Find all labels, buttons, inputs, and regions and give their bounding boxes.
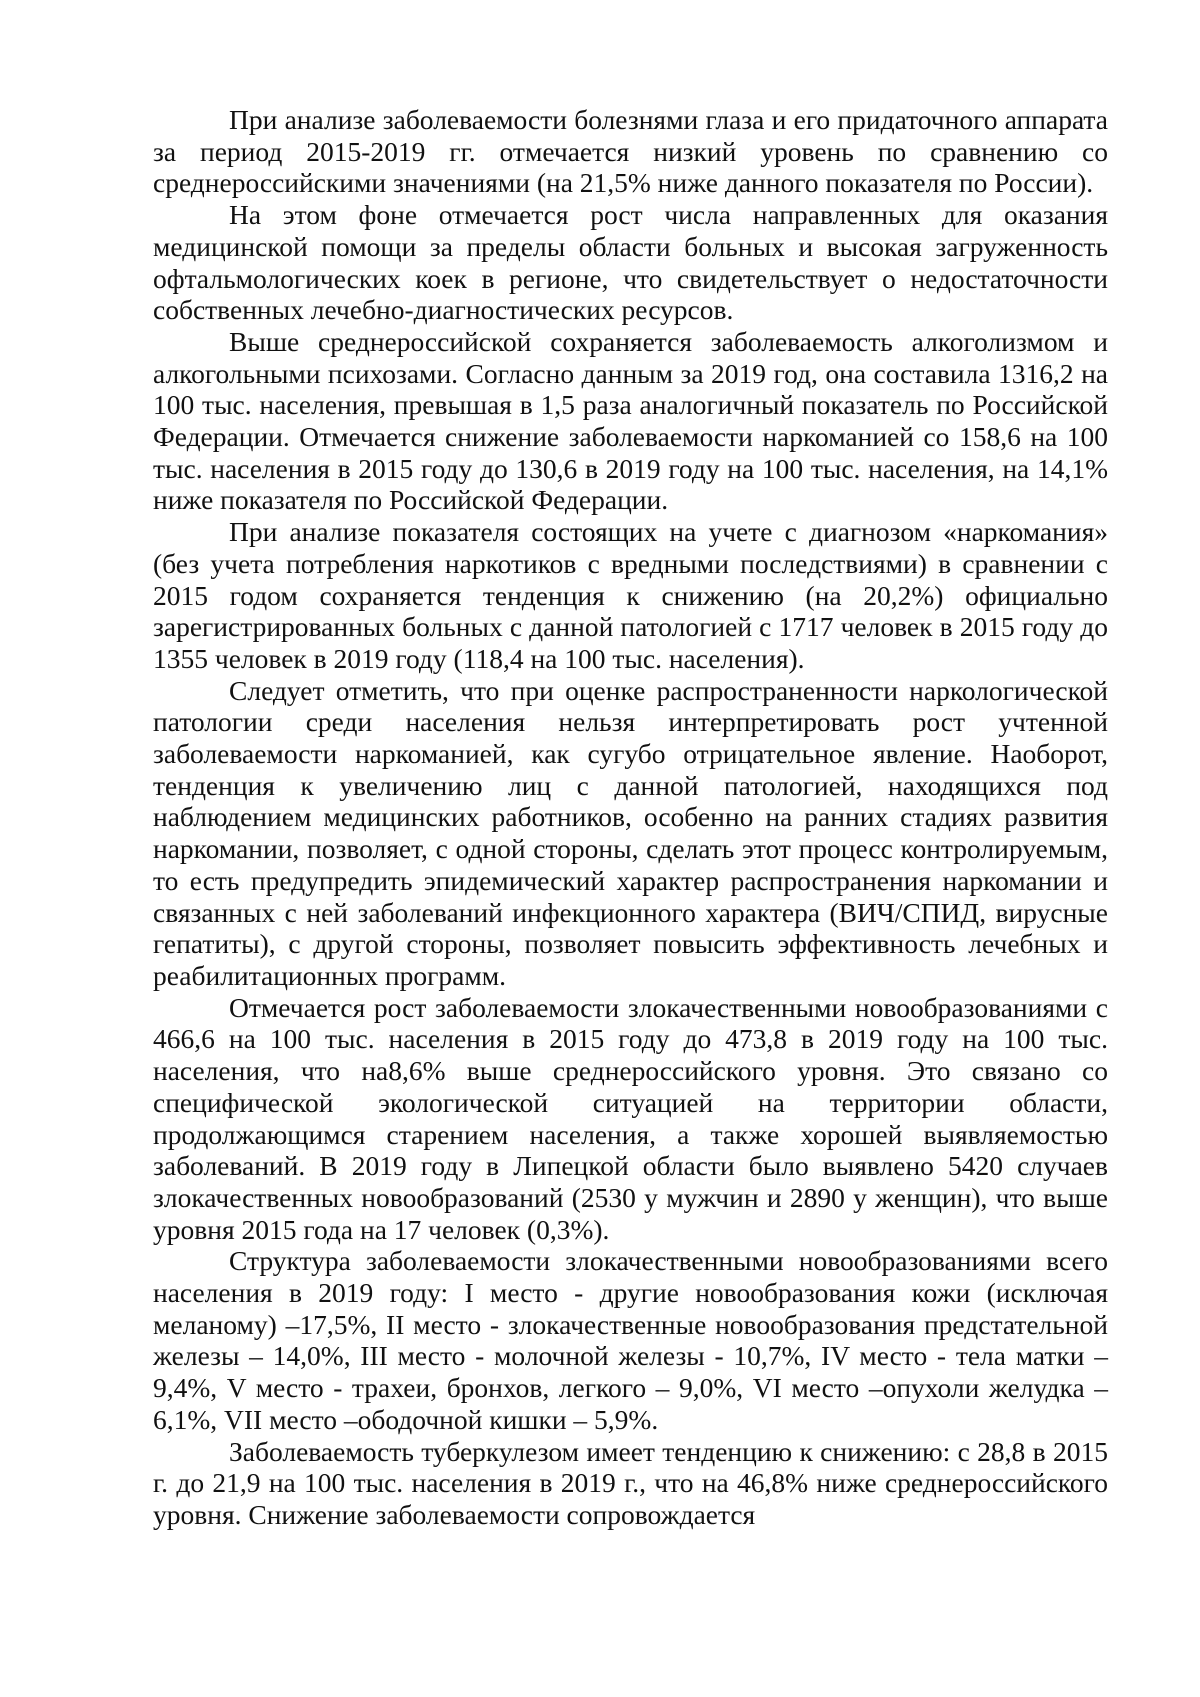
paragraph-oncology-incidence: Отмечается рост заболеваемости злокачественными новообразованиями с 466,6 на 100 тыс. населения в 2015 году до 473,8 в 2019 году на 100 тыс. населения, что на8,6% выше среднероссийского уровня. Это связано со специфической экологической ситуацией на территории области, продолжающимся старением населения, а также хорошей выявляемостью заболеваний. В 2019 году в Липецкой области было выявлено 5420 случаев злокачественных новообразований (2530 у мужчин и 2890 у женщин), что выше уровня 2015 года на 17 человек (0,3%). (153, 991, 1108, 1245)
paragraph-oncology-structure: Структура заболеваемости злокачественными новообразованиями всего населения в 2019 году: I место - другие новообразования кожи (исключая меланому) –17,5%, II место - злокачественные новообразования предстательной железы – 14,0%, III место - молочной железы - 10,7%, IV место - тела матки – 9,4%, V место - трахеи, бронхов, легкого – 9,0%, VI место –опухоли желудка – 6,1%, VII место –ободочной кишки – 5,9%. (153, 1245, 1108, 1435)
paragraph-tuberculosis: Заболеваемость туберкулезом имеет тенденцию к снижению: с 28,8 в 2015 г. до 21,9 на 100 тыс. населения в 2019 г., что на 46,8% ниже среднероссийского уровня. Снижение заболеваемости сопровождается (153, 1435, 1108, 1530)
paragraph-drug-registration: При анализе показателя состоящих на учете с диагнозом «наркомания» (без учета потребления наркотиков с вредными последствиями) в сравнении с 2015 годом сохраняется тенденция к снижению (на 20,2%) официально зарегистрированных больных с данной патологией с 1717 человек в 2015 году до 1355 человек в 2019 году (118,4 на 100 тыс. населения). (153, 516, 1108, 674)
paragraph-ophthalmology-beds: На этом фоне отмечается рост числа направленных для оказания медицинской помощи за пределы области больных и высокая загруженность офтальмологических коек в регионе, что свидетельствует о недостаточности собственных лечебно-диагностических ресурсов. (153, 199, 1108, 326)
paragraph-eye-disease: При анализе заболеваемости болезнями глаза и его придаточного аппарата за период 2015-2019 гг. отмечается низкий уровень по сравнению со среднероссийскими значениями (на 21,5% ниже данного показателя по России). (153, 104, 1108, 199)
paragraph-alcoholism: Выше среднероссийской сохраняется заболеваемость алкоголизмом и алкогольными психозами. Согласно данным за 2019 год, она составила 1316,2 на 100 тыс. населения, превышая в 1,5 раза аналогичный показатель по Российской Федерации. Отмечается снижение заболеваемости наркоманией со 158,6 на 100 тыс. населения в 2015 году до 130,6 в 2019 году на 100 тыс. населения, на 14,1% ниже показателя по Российской Федерации. (153, 325, 1108, 516)
paragraph-narcology-assessment: Следует отметить, что при оценке распространенности наркологической патологии среди населения нельзя интерпретировать рост учтенной заболеваемости наркоманией, как сугубо отрицательное явление. Наоборот, тенденция к увеличению лиц с данной патологией, находящихся под наблюдением медицинских работников, особенно на ранних стадиях развития наркомании, позволяет, с одной стороны, сделать этот процесс контролируемым, то есть предупредить эпидемический характер распространения наркомании и связанных с ней заболеваний инфекционного характера (ВИЧ/СПИД, вирусные гепатиты), с другой стороны, позволяет повысить эффективность лечебных и реабилитационных программ. (153, 674, 1108, 991)
document-body (153, 104, 1108, 1531)
